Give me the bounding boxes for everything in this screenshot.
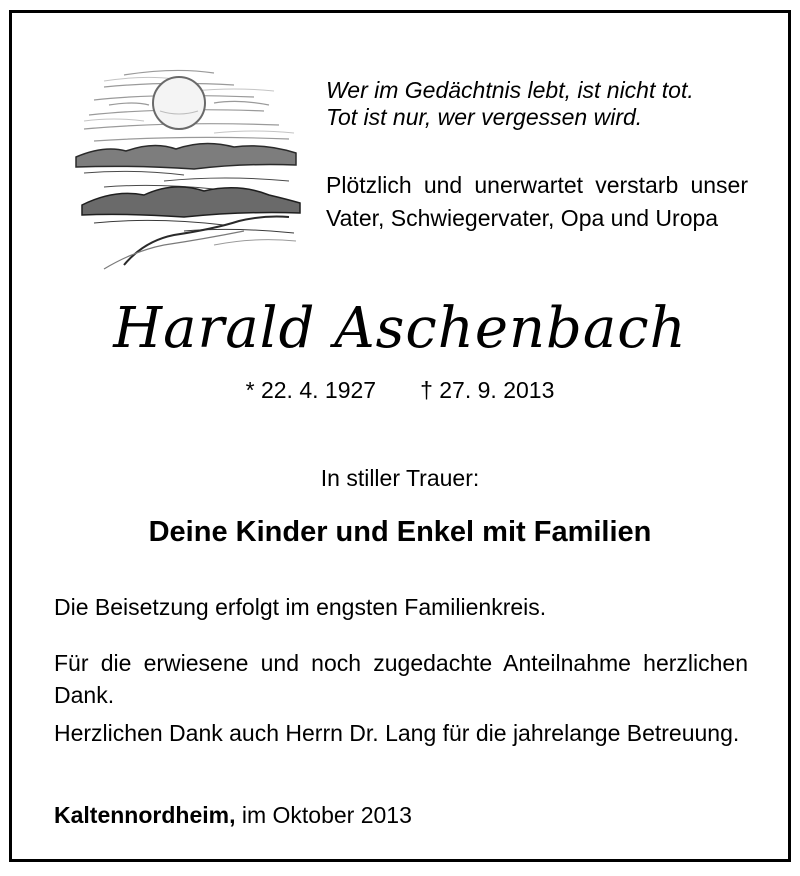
memorial-quote bbox=[326, 77, 756, 131]
life-dates bbox=[12, 375, 788, 405]
doctor-thanks-note: Herzlichen Dank auch Herrn Dr. Lang für die jahrelange Betreuung. bbox=[54, 720, 740, 746]
obituary-content bbox=[12, 13, 788, 859]
quote-line-2: Tot ist nur, wer vergessen wird. bbox=[326, 104, 643, 130]
quote-line-1: Wer im Gedächtnis lebt, ist nicht tot. bbox=[326, 77, 694, 103]
place-name: Kaltennordheim, bbox=[54, 802, 236, 828]
deceased-name: Harald Aschenbach bbox=[113, 296, 687, 361]
burial-note: Die Beisetzung erfolgt im engsten Familienkreis. bbox=[54, 594, 547, 620]
death-date: † 27. 9. 2013 bbox=[420, 377, 555, 403]
announcement-date: im Oktober 2013 bbox=[241, 802, 412, 828]
thanks-note: Für die erwiesene und noch zugedachte Anteilnahme herzlichen Dank. bbox=[54, 650, 748, 708]
mourners-names: Deine Kinder und Enkel mit Familien bbox=[148, 516, 652, 548]
death-announcement-text: Plötzlich und unerwartet verstarb unser Vater, Schwiegervater, Opa und Uropa bbox=[326, 172, 748, 231]
birth-date: * 22. 4. 1927 bbox=[245, 377, 377, 403]
place-and-date bbox=[54, 799, 412, 831]
mourning-intro: In stiller Trauer: bbox=[320, 465, 480, 491]
moon-over-hills-drawing-icon bbox=[64, 45, 304, 275]
obituary-border bbox=[9, 10, 791, 862]
